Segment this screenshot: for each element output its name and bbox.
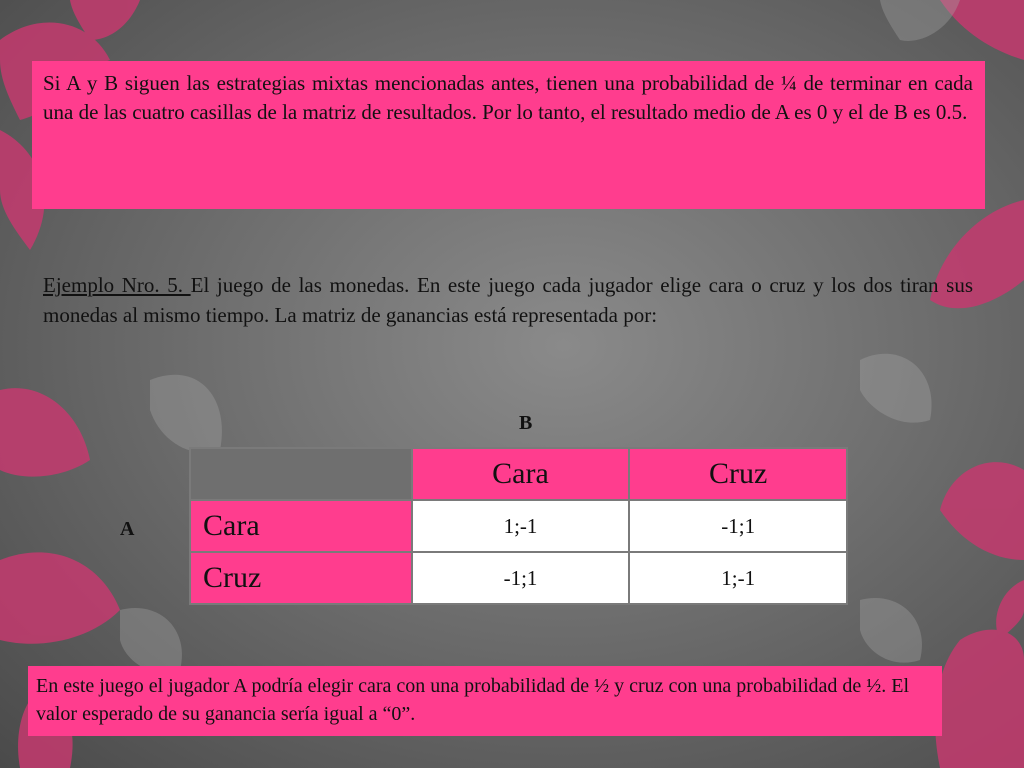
payoff-cell: 1;-1 <box>412 500 630 552</box>
payoff-cell: -1;1 <box>629 500 847 552</box>
matrix-header-row <box>190 448 847 500</box>
payoff-cell: -1;1 <box>412 552 630 604</box>
matrix-corner-cell <box>190 448 412 500</box>
intro-text: Si A y B siguen las estrategias mixtas mencionadas antes, tienen una probabilidad de ¼ de terminar en cada una de las cuatro casillas de la matriz de resultados. Por lo tanto, el resultado medio de A es 0 y el de B es 0.5. <box>43 71 973 124</box>
leaf-shape-faint-3 <box>120 608 182 673</box>
example-paragraph <box>43 270 973 330</box>
leaf-shape-left-bottom <box>0 552 120 643</box>
leaf-shape-left-lower <box>0 388 90 476</box>
player-a-label: A <box>120 518 135 540</box>
matrix-row-cara <box>190 500 847 552</box>
conclusion-text: En este juego el jugador A podría elegir cara con una probabilidad de ½ y cruz con una probabilidad de ½. El valor esperado de su ganancia sería igual a “0”. <box>36 675 910 725</box>
leaf-shape-faint-2 <box>860 354 932 423</box>
matrix-row-cruz <box>190 552 847 604</box>
payoff-cell: 1;-1 <box>629 552 847 604</box>
leaf-shape-right-lower <box>940 462 1024 560</box>
leaf-shape-faint-5 <box>880 0 960 41</box>
example-body: El juego de las monedas. En este juego cada jugador elige cara o cruz y los dos tiran sus monedas al mismo tiempo. La matriz de ganancias está representada por: <box>43 273 974 327</box>
leaf-shape-faint-4 <box>860 598 922 663</box>
payoff-matrix <box>189 447 848 605</box>
leaf-shape-right-edge <box>996 580 1024 640</box>
example-heading: Ejemplo Nro. 5. <box>43 273 191 297</box>
intro-text-box <box>32 61 985 209</box>
row-header-cara: Cara <box>190 500 412 552</box>
column-header-cruz: Cruz <box>629 448 847 500</box>
leaf-shape-bottom-right <box>935 630 1024 768</box>
player-b-label: B <box>519 412 533 434</box>
row-header-cruz: Cruz <box>190 552 412 604</box>
column-header-cara: Cara <box>412 448 630 500</box>
conclusion-text-box <box>28 666 942 736</box>
leaf-shape-faint-1 <box>150 375 222 453</box>
